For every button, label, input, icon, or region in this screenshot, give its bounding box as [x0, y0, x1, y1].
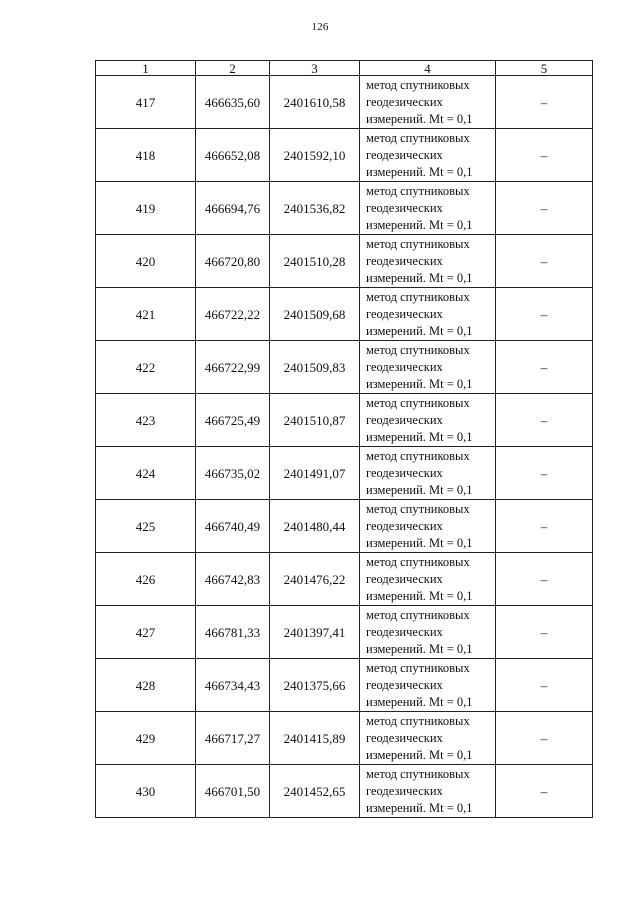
- y-coordinate-cell: 2401510,87: [270, 394, 360, 447]
- table-row: [96, 553, 593, 606]
- y-coordinate-cell: 2401592,10: [270, 129, 360, 182]
- extra-cell: –: [496, 500, 593, 553]
- method-line: метод спутниковых: [366, 236, 470, 251]
- x-coordinate-cell: 466781,33: [196, 606, 270, 659]
- method-cell: [360, 341, 496, 394]
- method-line: геодезических: [366, 677, 443, 692]
- y-coordinate-cell: 2401509,68: [270, 288, 360, 341]
- point-number-cell: 421: [96, 288, 196, 341]
- method-cell: [360, 129, 496, 182]
- point-number-cell: 429: [96, 712, 196, 765]
- table-row: [96, 235, 593, 288]
- y-coordinate-cell: 2401452,65: [270, 765, 360, 818]
- extra-cell: –: [496, 659, 593, 712]
- method-cell: [360, 235, 496, 288]
- y-coordinate-cell: 2401536,82: [270, 182, 360, 235]
- method-line: геодезических: [366, 783, 443, 798]
- point-number-cell: 420: [96, 235, 196, 288]
- table-row: [96, 288, 593, 341]
- method-line: метод спутниковых: [366, 501, 470, 516]
- method-line: геодезических: [366, 412, 443, 427]
- point-number-cell: 418: [96, 129, 196, 182]
- extra-cell: –: [496, 712, 593, 765]
- x-coordinate-cell: 466722,22: [196, 288, 270, 341]
- method-cell: [360, 76, 496, 129]
- y-coordinate-cell: 2401491,07: [270, 447, 360, 500]
- method-cell: [360, 447, 496, 500]
- method-line: метод спутниковых: [366, 342, 470, 357]
- method-line: геодезических: [366, 306, 443, 321]
- method-line: измерений. Mt = 0,1: [366, 217, 473, 232]
- point-number-cell: 426: [96, 553, 196, 606]
- method-line: геодезических: [366, 147, 443, 162]
- method-line: геодезических: [366, 465, 443, 480]
- extra-cell: –: [496, 76, 593, 129]
- y-coordinate-cell: 2401510,28: [270, 235, 360, 288]
- extra-cell: –: [496, 288, 593, 341]
- method-line: метод спутниковых: [366, 554, 470, 569]
- coordinates-table: [95, 60, 593, 818]
- y-coordinate-cell: 2401415,89: [270, 712, 360, 765]
- page-number: 126: [311, 21, 329, 33]
- column-header-3: 3: [270, 61, 360, 76]
- method-line: измерений. Mt = 0,1: [366, 429, 473, 444]
- table-row: [96, 447, 593, 500]
- method-line: измерений. Mt = 0,1: [366, 164, 473, 179]
- method-line: метод спутниковых: [366, 660, 470, 675]
- column-header-2: 2: [196, 61, 270, 76]
- method-cell: [360, 500, 496, 553]
- y-coordinate-cell: 2401509,83: [270, 341, 360, 394]
- point-number-cell: 423: [96, 394, 196, 447]
- method-cell: [360, 659, 496, 712]
- method-cell: [360, 182, 496, 235]
- table-header: [96, 61, 593, 76]
- method-line: метод спутниковых: [366, 607, 470, 622]
- x-coordinate-cell: 466734,43: [196, 659, 270, 712]
- x-coordinate-cell: 466720,80: [196, 235, 270, 288]
- x-coordinate-cell: 466742,83: [196, 553, 270, 606]
- table-row: [96, 712, 593, 765]
- method-line: метод спутниковых: [366, 77, 470, 92]
- method-line: геодезических: [366, 518, 443, 533]
- method-line: геодезических: [366, 571, 443, 586]
- x-coordinate-cell: 466652,08: [196, 129, 270, 182]
- y-coordinate-cell: 2401480,44: [270, 500, 360, 553]
- method-line: измерений. Mt = 0,1: [366, 800, 473, 815]
- table-body: [96, 76, 593, 818]
- column-header-4: 4: [360, 61, 496, 76]
- table-row: [96, 659, 593, 712]
- method-line: геодезических: [366, 94, 443, 109]
- extra-cell: –: [496, 553, 593, 606]
- method-cell: [360, 288, 496, 341]
- y-coordinate-cell: 2401476,22: [270, 553, 360, 606]
- header-row: [96, 61, 593, 76]
- method-line: измерений. Mt = 0,1: [366, 641, 473, 656]
- table-row: [96, 394, 593, 447]
- method-line: измерений. Mt = 0,1: [366, 482, 473, 497]
- method-line: метод спутниковых: [366, 289, 470, 304]
- y-coordinate-cell: 2401610,58: [270, 76, 360, 129]
- x-coordinate-cell: 466725,49: [196, 394, 270, 447]
- x-coordinate-cell: 466740,49: [196, 500, 270, 553]
- extra-cell: –: [496, 182, 593, 235]
- table-row: [96, 500, 593, 553]
- method-line: измерений. Mt = 0,1: [366, 747, 473, 762]
- x-coordinate-cell: 466635,60: [196, 76, 270, 129]
- method-line: геодезических: [366, 359, 443, 374]
- point-number-cell: 425: [96, 500, 196, 553]
- method-line: метод спутниковых: [366, 766, 470, 781]
- table-row: [96, 76, 593, 129]
- extra-cell: –: [496, 447, 593, 500]
- extra-cell: –: [496, 765, 593, 818]
- method-line: измерений. Mt = 0,1: [366, 323, 473, 338]
- extra-cell: –: [496, 606, 593, 659]
- table-row: [96, 341, 593, 394]
- method-line: измерений. Mt = 0,1: [366, 270, 473, 285]
- method-line: измерений. Mt = 0,1: [366, 588, 473, 603]
- point-number-cell: 419: [96, 182, 196, 235]
- method-line: метод спутниковых: [366, 130, 470, 145]
- x-coordinate-cell: 466717,27: [196, 712, 270, 765]
- point-number-cell: 424: [96, 447, 196, 500]
- table-row: [96, 129, 593, 182]
- x-coordinate-cell: 466701,50: [196, 765, 270, 818]
- method-line: геодезических: [366, 730, 443, 745]
- x-coordinate-cell: 466735,02: [196, 447, 270, 500]
- method-cell: [360, 712, 496, 765]
- extra-cell: –: [496, 235, 593, 288]
- extra-cell: –: [496, 129, 593, 182]
- point-number-cell: 417: [96, 76, 196, 129]
- method-line: измерений. Mt = 0,1: [366, 535, 473, 550]
- method-cell: [360, 606, 496, 659]
- table-row: [96, 182, 593, 235]
- extra-cell: –: [496, 394, 593, 447]
- method-line: метод спутниковых: [366, 395, 470, 410]
- table-row: [96, 606, 593, 659]
- method-cell: [360, 394, 496, 447]
- method-line: измерений. Mt = 0,1: [366, 376, 473, 391]
- point-number-cell: 427: [96, 606, 196, 659]
- point-number-cell: 422: [96, 341, 196, 394]
- method-line: геодезических: [366, 624, 443, 639]
- y-coordinate-cell: 2401375,66: [270, 659, 360, 712]
- method-line: геодезических: [366, 200, 443, 215]
- method-line: метод спутниковых: [366, 448, 470, 463]
- x-coordinate-cell: 466694,76: [196, 182, 270, 235]
- column-header-1: 1: [96, 61, 196, 76]
- method-line: измерений. Mt = 0,1: [366, 111, 473, 126]
- method-line: геодезических: [366, 253, 443, 268]
- method-cell: [360, 765, 496, 818]
- method-line: измерений. Mt = 0,1: [366, 694, 473, 709]
- column-header-5: 5: [496, 61, 593, 76]
- method-line: метод спутниковых: [366, 183, 470, 198]
- method-cell: [360, 553, 496, 606]
- method-line: метод спутниковых: [366, 713, 470, 728]
- point-number-cell: 430: [96, 765, 196, 818]
- x-coordinate-cell: 466722,99: [196, 341, 270, 394]
- y-coordinate-cell: 2401397,41: [270, 606, 360, 659]
- table-row: [96, 765, 593, 818]
- point-number-cell: 428: [96, 659, 196, 712]
- extra-cell: –: [496, 341, 593, 394]
